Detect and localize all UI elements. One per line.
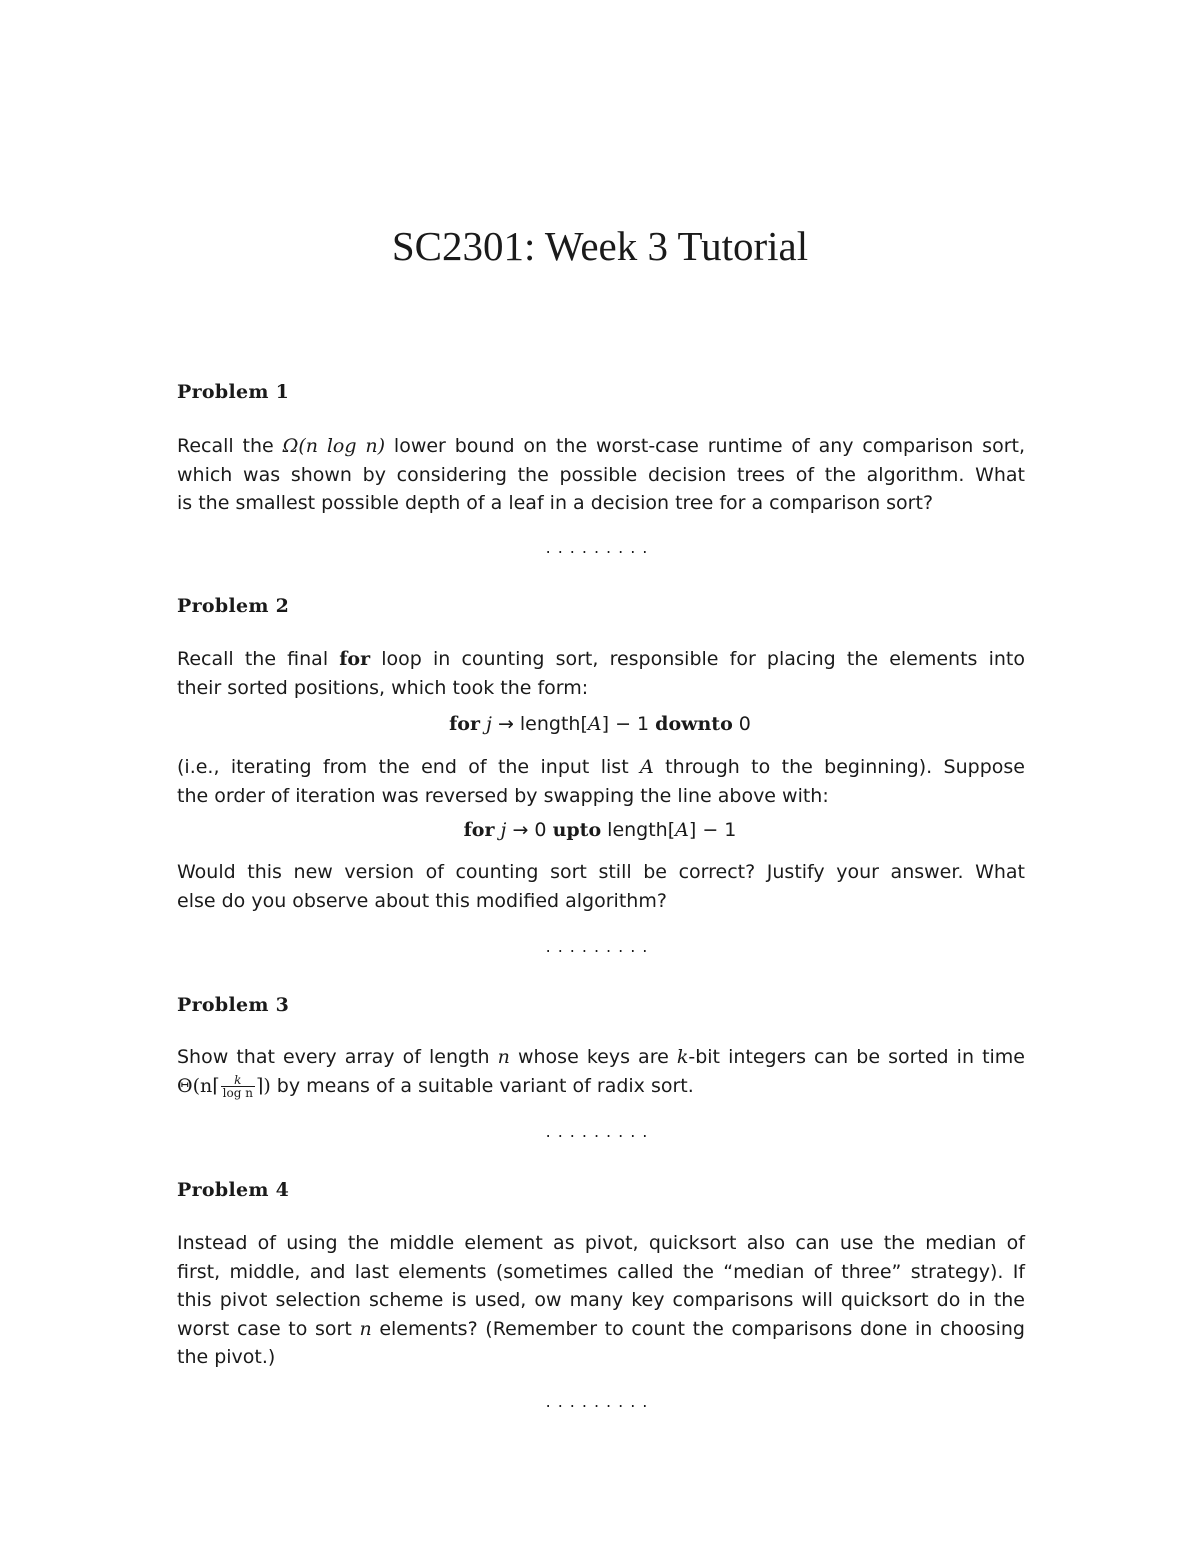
code-line-upto: for j → 0 upto length[A] − 1 [463,819,737,841]
problem-2-text-b [177,753,1025,810]
section-separator-3: ......... [545,1122,655,1141]
problem-2-line-5: Would this new version of counting sort still be correct? Justify your answer. What [177,861,1025,883]
problem-2-heading: Problem 2 [177,595,290,617]
problem-4-text [177,1229,1025,1372]
problem-1-text [177,432,1025,518]
document-title: SC2301: Week 3 Tutorial [391,223,809,269]
code-line-downto: for j → length[A] − 1 downto 0 [449,713,751,735]
problem-2-line-1: Recall the final for loop in counting sort, responsible for placing the elements into [177,648,1025,670]
omega-n-log-n: Ω(n log n) [282,435,386,457]
problem-2-line-2: their sorted positions, which took the form: [177,676,589,699]
section-separator-4: ......... [545,1392,655,1411]
problem-3-text [177,1043,1025,1100]
problem-4-heading: Problem 4 [177,1179,290,1201]
problem-3-line-1: Show that every array of length n whose keys are k-bit integers can be sorted in time [177,1046,1025,1068]
problem-2-line-4: the order of iteration was reversed by swapping the line above with: [177,784,829,807]
problem-2-line-6: else do you observe about this modified algorithm? [177,889,667,912]
problem-1-heading: Problem 1 [177,381,290,403]
problem-4-line-2: first, middle, and last elements (sometimes called the “median of three” strategy). If [177,1260,1025,1283]
problem-3-line-2: Θ(n⌈ $\frac{k}{\text{log n}}$ ⌉) by means of a suitable variant of radix sort. [177,1072,694,1100]
problem-4-line-1: Instead of using the middle element as pivot, quicksort also can use the median of [177,1232,1025,1254]
k-over-log-n-fraction: $\frac{k}{\text{log n}}$ [222,1072,253,1100]
problem-4-line-3: this pivot selection scheme is used, ow many key comparisons will quicksort do in the [177,1289,1025,1311]
problem-2-text-c [177,858,1025,915]
problem-2-text-a [177,645,1025,702]
problem-4-line-4: worst case to sort n elements? (Remember to count the comparisons done in choosing [177,1317,1025,1340]
problem-2-line-3: (i.e., iterating from the end of the input list A through to the beginning). Suppose [177,756,1025,778]
problem-1-line-2: which was shown by considering the possible decision trees of the algorithm. What [177,463,1025,486]
problem-1-line-3: is the smallest possible depth of a leaf in a decision tree for a comparison sort? [177,492,934,514]
problem-3-heading: Problem 3 [177,994,290,1016]
problem-1-line-1: Recall the Ω(n log n) lower bound on the worst-case runtime of any comparison sort, [177,435,1026,457]
section-separator-1: ......... [545,538,655,557]
section-separator-2: ......... [545,937,655,956]
problem-4-line-5: the pivot.) [177,1346,276,1368]
